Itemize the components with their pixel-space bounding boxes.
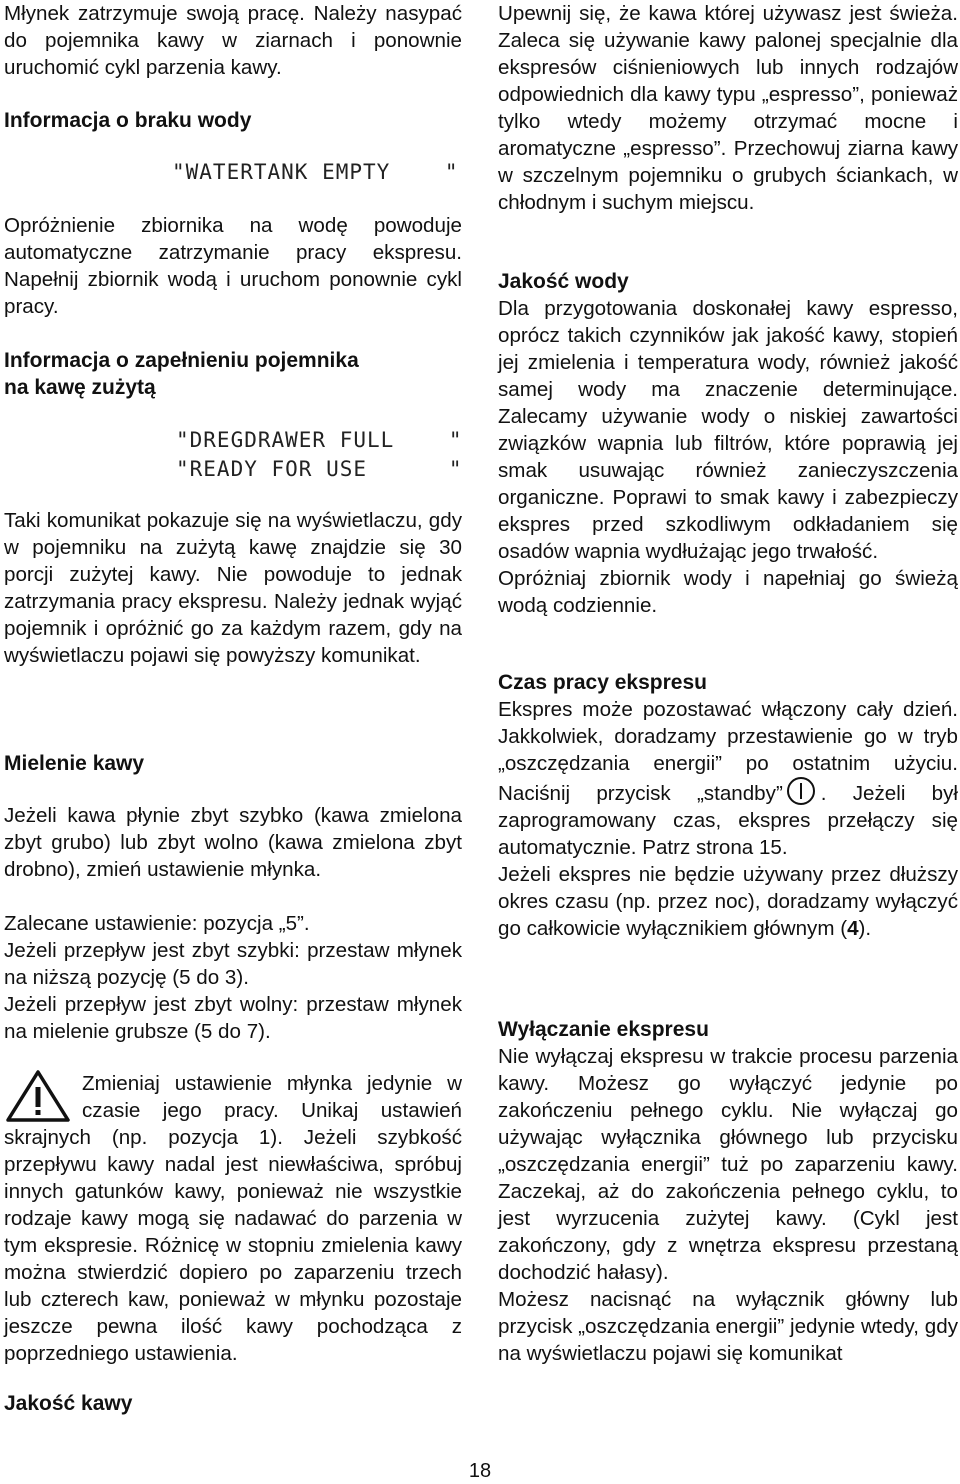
main-switch-ref: 4: [847, 917, 859, 940]
grind-text: Jeżeli kawa płynie zbyt szybko (kawa zmielona zbyt grubo) lub zbyt wolno (kawa zmielona zbyt drobno), zmień ustawienie młynka.: [4, 804, 462, 881]
coffee-quality-text: Upewnij się, że kawa której używasz jest świeża. Zaleca się używanie kawy palonej specjalnie dla ekspresów ciśnieniowych lub innych rodzajów odpowiednich dla kawy typu „espresso”, ponieważ tylko wtedy możemy otrzymać mocne i aromatyczne „espresso”. Przechowuj ziarna kawy w szczelnym pojemniku o grubych ściankach, w chłodnym i suchym miejscu.: [498, 2, 958, 214]
runtime-heading: Czas pracy ekspresu: [498, 671, 707, 694]
water-info-text: Opróżnienie zbiornika na wodę powoduje automatyczne zatrzymanie pracy ekspresu. Napełnij zbiornik wodą i uruchom ponownie cykl pracy.: [4, 214, 462, 318]
grinder-intro-text: Młynek zatrzymuje swoją pracę. Należy nasypać do pojemnika kawy w ziarnach i ponownie uruchomić cykl parzenia kawy.: [4, 2, 462, 79]
coffee-quality-heading-block: [4, 1390, 462, 1417]
runtime-block: [498, 669, 958, 942]
fast-flow-setting: Jeżeli przepływ jest zbyt szybki: przestaw młynek na niższą pozycję (5 do 3).: [4, 939, 462, 989]
runtime-text-long-absence: [498, 861, 958, 942]
drawer-info-heading-block: [4, 347, 462, 401]
water-text-block: [4, 212, 462, 320]
drawer-info-heading-line-2: na kawę zużytą: [4, 376, 156, 399]
runtime-text-part-3a: Jeżeli ekspres nie będzie używany przez dłuższy okres czasu (np. przez noc), doradzamy wyłączyć go całkowicie wyłącznikiem głównym (: [498, 863, 958, 940]
drawer-lcd-line-1: "DREGDRAWER FULL ": [176, 428, 463, 452]
runtime-text-part-3b: ).: [858, 917, 872, 940]
recommended-setting: Zalecane ustawienie: pozycja „5”.: [4, 912, 310, 935]
drawer-text-block: [4, 507, 462, 669]
standby-icon: [787, 777, 815, 805]
grind-heading-block: [4, 750, 462, 777]
runtime-text-part-1: Ekspres może pozostawać włączony cały dzień. Jakkolwiek, doradzamy przestawienie go w tryb „oszczędzania energii” po ostatnim użyciu. Naciśnij przycisk „standby”: [498, 698, 958, 805]
grind-heading: Mielenie kawy: [4, 752, 145, 775]
shutdown-text-2: Możesz nacisnąć na wyłącznik główny lub przycisk „oszczędzania energii” jedynie wtedy, gdy na wyświetlaczu pojawi się komunikat: [498, 1288, 958, 1365]
runtime-text-part-2: . Jeżeli był zaprogramowany czas, ekspres przełączy się automatycznie. Patrz strona 15.: [498, 782, 958, 859]
coffee-quality-block: [498, 0, 958, 216]
water-info-block: [4, 107, 462, 134]
warning-triangle-icon: [4, 1070, 82, 1122]
page-number: 18: [468, 1460, 492, 1482]
shutdown-block: [498, 1016, 958, 1367]
warning-block: [4, 1070, 462, 1367]
grind-text-block: [4, 802, 462, 883]
water-quality-text-2: Opróżniaj zbiornik wody i napełniaj go świeżą wodą codziennie.: [498, 567, 958, 617]
shutdown-heading: Wyłączanie ekspresu: [498, 1018, 709, 1041]
water-quality-heading: Jakość wody: [498, 270, 629, 293]
water-info-heading: Informacja o braku wody: [4, 109, 252, 132]
grind-settings-block: [4, 910, 462, 1045]
water-lcd-line: "WATERTANK EMPTY ": [172, 160, 459, 184]
shutdown-text: Nie wyłączaj ekspresu w trakcie procesu parzenia kawy. Możesz go wyłączyć jedynie po zakończeniu pełnego cyklu. Nie wyłączaj go używając wyłącznika głównego lub przycisku „oszczędzania energii” tuż po zaparzeniu kawy. Zaczekaj, aż do zakończenia pełnego cyklu, to jest wyrzucenia zużytej kawy. (Cykl jest zakończony, gdy z wnętrza ekspresu przestaną dochodzić hałasy).: [498, 1045, 958, 1284]
drawer-lcd-line-2: "READY FOR USE ": [176, 457, 463, 481]
slow-flow-setting: Jeżeli przepływ jest zbyt wolny: przestaw młynek na mielenie grubsze (5 do 7).: [4, 993, 462, 1043]
runtime-text: [498, 696, 958, 861]
warning-text: Zmieniaj ustawienie młynka jedynie w czasie jego pracy. Unikaj ustawień skrajnych (np. pozycja 1). Jeżeli szybkość przepływu kawy nadal jest niewłaściwa, spróbuj innych gatunków kawy, ponieważ nie wszystkie rodzaje kawy mogą się nadawać do parzenia w tym ekspresie. Różnicę w stopniu zmielenia kawy można stwierdzić dopiero po zaparzeniu trzech lub czterech kaw, ponieważ w młynku pozostaje jeszcze pewna ilość kawy pochodząca z poprzedniego ustawienia.: [4, 1072, 462, 1365]
grinder-intro-block: [4, 0, 462, 81]
water-quality-block: [498, 268, 958, 619]
drawer-info-text: Taki komunikat pokazuje się na wyświetlaczu, gdy w pojemniku na zużytą kawę znajdzie się 30 porcji zużytej kawy. Nie powoduje to jednak zatrzymania pracy ekspresu. Należy jednak wyjąć pojemnik i opróżnić go za każdym razem, gdy na wyświetlaczu pojawi się powyższy komunikat.: [4, 509, 462, 667]
drawer-info-heading-line-1: Informacja o zapełnieniu pojemnika: [4, 349, 359, 372]
water-quality-text: Dla przygotowania doskonałej kawy espresso, oprócz takich czynników jak jakość kawy, stopień jej zmielenia i temperatura wody, również jakość samej wody ma znaczenie determinujące. Zalecamy używanie wody o niskiej zawartości związków wapnia lub filtrów, które poprawią jej smak usuwając również zanieczyszczenia organiczne. Poprawi to smak kawy i zabezpieczy ekspres przed szkodliwym odkładaniem się osadów wapnia wydłużając jego trwałość.: [498, 297, 958, 563]
coffee-quality-heading: Jakość kawy: [4, 1392, 133, 1415]
